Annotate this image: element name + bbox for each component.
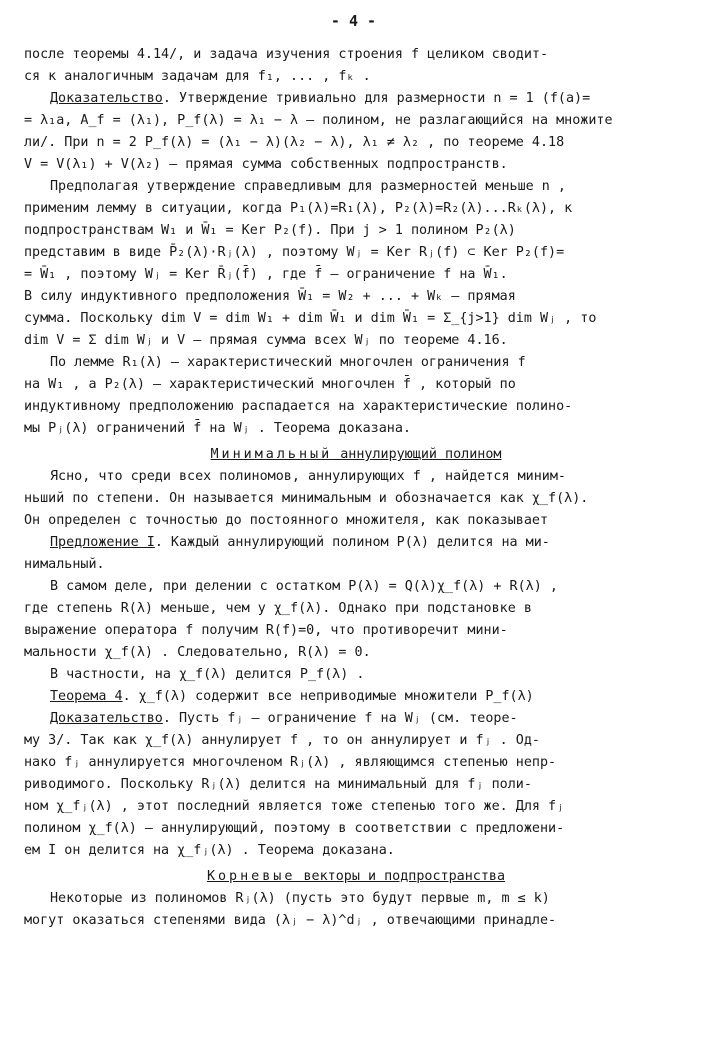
line-text: По лемме R₁(λ) – характеристический многочлен ограничения f xyxy=(50,355,526,370)
line-text: мальности χ_f(λ) . Следовательно, R(λ) = 0. xyxy=(24,645,371,660)
line-text: применим лемму в ситуации, когда P₁(λ)=R₁(λ), P₂(λ)=R₂(λ)...Rₖ(λ), к xyxy=(24,201,573,216)
underlined-term: Предложение I xyxy=(50,535,155,550)
line-text: мы Pⱼ(λ) ограничений f̄ на Wⱼ . Теорема доказана. xyxy=(24,421,411,436)
text-body xyxy=(24,44,688,932)
text-line xyxy=(24,620,688,642)
text-line xyxy=(24,910,688,932)
text-line xyxy=(24,176,688,198)
text-line xyxy=(24,44,688,66)
text-line xyxy=(24,554,688,576)
line-text: dim V = Σ dim Wⱼ и V – прямая сумма всех Wⱼ по теореме 4.16. xyxy=(24,333,508,348)
line-text: му 3/. Так как χ_f(λ) аннулирует f , то он аннулирует и fⱼ . Од- xyxy=(24,733,540,748)
text-line xyxy=(24,752,688,774)
line-text: где степень R(λ) меньше, чем у χ_f(λ). Однако при подстановке в xyxy=(24,601,532,616)
line-text: . Утверждение тривиально для размерности n = 1 (f(a)= xyxy=(162,91,591,106)
text-line xyxy=(24,418,688,440)
line-text: ньший по степени. Он называется минимальным и обозначается как χ_f(λ). xyxy=(24,491,589,506)
section-heading-root-vectors xyxy=(24,862,688,888)
text-line xyxy=(24,330,688,352)
page-number: - 4 - xyxy=(330,12,377,30)
line-text: V = V(λ₁) + V(λ₂) – прямая сумма собственных подпространств. xyxy=(24,157,508,172)
text-line xyxy=(24,132,688,154)
text-line xyxy=(24,708,688,730)
paragraph-block-minimal xyxy=(24,466,688,862)
line-text: полином χ_f(λ) – аннулирующий, поэтому в соответствии с предложени- xyxy=(24,821,565,836)
line-text: Некоторые из полиномов Rⱼ(λ) (пусть это будут первые m, m ≤ k) xyxy=(50,891,550,906)
text-line xyxy=(24,374,688,396)
text-line xyxy=(24,220,688,242)
text-line xyxy=(24,466,688,488)
underlined-term: Доказательство xyxy=(50,711,163,726)
text-line xyxy=(24,242,688,264)
line-text: выражение оператора f получим R(f)=0, что противоречит мини- xyxy=(24,623,508,638)
text-line xyxy=(24,396,688,418)
underlined-term: Теорема 4 xyxy=(50,689,123,704)
line-text: Ясно, что среди всех полиномов, аннулирующих f , найдется миним- xyxy=(50,469,566,484)
paragraph-block-proof xyxy=(24,44,688,440)
heading-spaced-word: Минимальный xyxy=(210,447,333,462)
line-text: ем I он делится на χ_fⱼ(λ) . Теорема доказана. xyxy=(24,843,395,858)
text-line xyxy=(24,774,688,796)
text-line xyxy=(24,664,688,686)
heading-rest: векторы и подпространства xyxy=(295,869,506,884)
section-heading-minimal-polynomial xyxy=(24,440,688,466)
line-text: нимальный. xyxy=(24,557,105,572)
line-text: = W̄₁ , поэтому Wⱼ = Ker R̄ⱼ(f̄) , где f̄ – ограничение f на W̄₁. xyxy=(24,267,508,282)
text-line xyxy=(24,66,688,88)
line-text: В силу индуктивного предположения W̄₁ = W₂ + ... + Wₖ – прямая xyxy=(24,289,516,304)
line-text: . χ_f(λ) содержит все неприводимые множители P_f(λ) xyxy=(122,689,534,704)
text-line xyxy=(24,308,688,330)
line-text: могут оказаться степенями вида (λⱼ − λ)^dⱼ , отвечающими принадле- xyxy=(24,913,557,928)
line-text: подпространствам W₁ и W̄₁ = Ker P₂(f). При j > 1 полином P₂(λ) xyxy=(24,223,516,238)
line-text: индуктивному предположению распадается на характеристические полино- xyxy=(24,399,573,414)
line-text: сумма. Поскольку dim V = dim W₁ + dim W̄₁ и dim W̄₁ = Σ_{j>1} dim Wⱼ , то xyxy=(24,311,597,326)
text-line xyxy=(24,110,688,132)
text-line xyxy=(24,154,688,176)
line-text: после теоремы 4.14/, и задача изучения строения f целиком сводит- xyxy=(24,47,549,62)
line-text: нако fⱼ аннулируется многочленом Rⱼ(λ) , являющимся степенью непр- xyxy=(24,755,557,770)
line-text: представим в виде P̄₂(λ)·Rⱼ(λ) , поэтому Wⱼ = Ker Rⱼ(f) ⊂ Ker P₂(f)= xyxy=(24,245,565,260)
text-line xyxy=(24,286,688,308)
line-text: риводимого. Поскольку Rⱼ(λ) делится на минимальный для fⱼ поли- xyxy=(24,777,532,792)
heading-rest: аннулирующий полином xyxy=(332,447,502,462)
text-line xyxy=(24,686,688,708)
text-line xyxy=(24,88,688,110)
line-text: Предполагая утверждение справедливым для размерностей меньше n , xyxy=(50,179,566,194)
line-text: ном χ_fⱼ(λ) , этот последний является тоже степенью того же. Для fⱼ xyxy=(24,799,565,814)
heading-spaced-word: Корневые xyxy=(206,869,296,884)
text-line xyxy=(24,888,688,910)
line-text: . Пусть fⱼ – ограничение f на Wⱼ (см. теоре- xyxy=(162,711,518,726)
text-line xyxy=(24,352,688,374)
text-line xyxy=(24,598,688,620)
line-text: ся к аналогичным задачам для f₁, ... , fₖ . xyxy=(24,69,371,84)
text-line xyxy=(24,576,688,598)
text-line xyxy=(24,818,688,840)
line-text: = λ₁a, A_f = (λ₁), P_f(λ) = λ₁ − λ – полином, не разлагающийся на множите xyxy=(24,113,613,128)
text-line xyxy=(24,264,688,286)
text-line xyxy=(24,840,688,862)
line-text: В самом деле, при делении с остатком P(λ) = Q(λ)χ_f(λ) + R(λ) , xyxy=(50,579,558,594)
line-text: Он определен с точностью до постоянного множителя, как показывает xyxy=(24,513,549,528)
line-text: . Каждый аннулирующий полином P(λ) делится на ми- xyxy=(154,535,550,550)
text-line xyxy=(24,642,688,664)
text-line xyxy=(24,198,688,220)
underlined-term: Доказательство xyxy=(50,91,163,106)
line-text: ли/. При n = 2 P_f(λ) = (λ₁ − λ)(λ₂ − λ), λ₁ ≠ λ₂ , по теореме 4.18 xyxy=(24,135,565,150)
text-line xyxy=(24,730,688,752)
paragraph-block-root xyxy=(24,888,688,932)
text-line xyxy=(24,796,688,818)
text-line xyxy=(24,488,688,510)
line-text: В частности, на χ_f(λ) делится P_f(λ) . xyxy=(50,667,365,682)
text-line xyxy=(24,510,688,532)
text-line xyxy=(24,532,688,554)
line-text: на W₁ , а P₂(λ) – характеристический многочлен f̄ , который по xyxy=(24,377,516,392)
